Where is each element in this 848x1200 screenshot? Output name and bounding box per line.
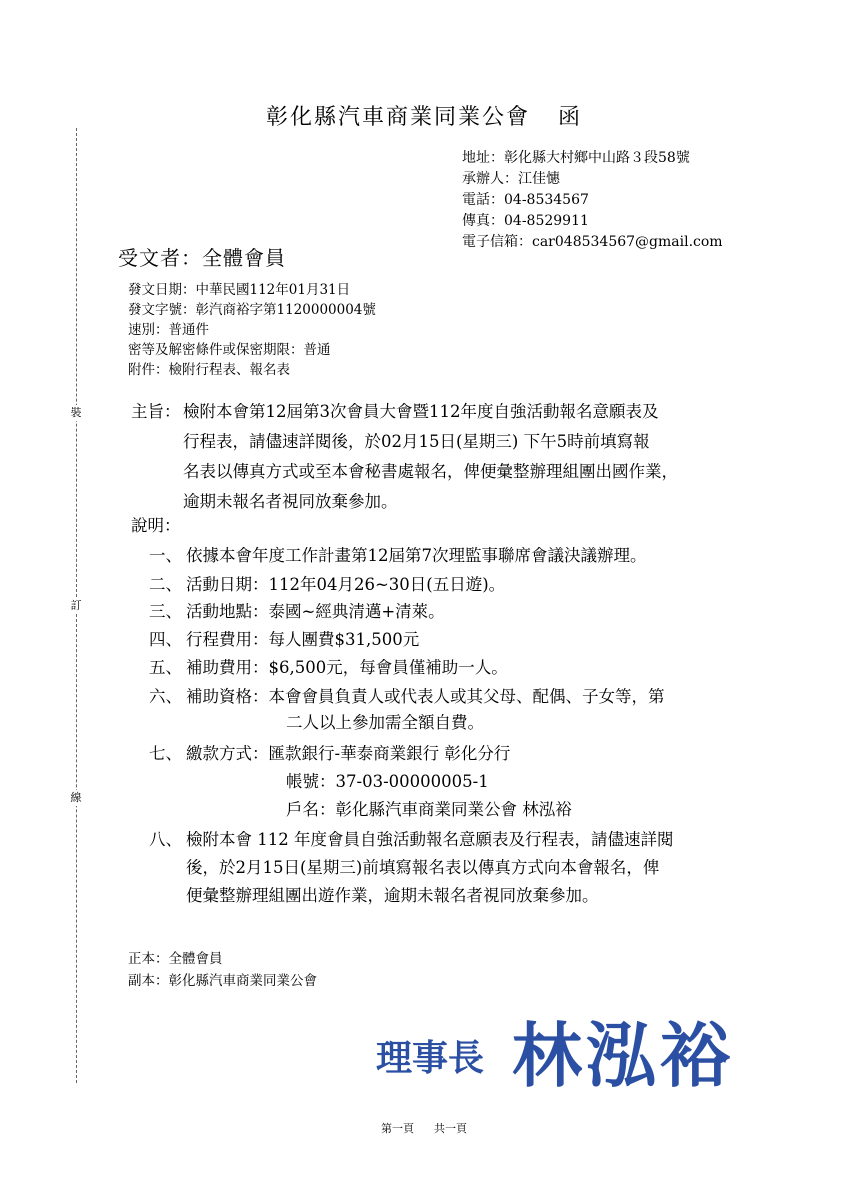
item-number: 二、 — [149, 575, 182, 594]
chairman-signature — [372, 1000, 772, 1100]
speed-class: 速別：普通件 — [128, 322, 209, 338]
item-text: 二人以上參加需全額自費。 — [286, 713, 484, 732]
item-number: 八、 — [149, 830, 182, 849]
item-number: 一、 — [149, 546, 182, 565]
item-text: 檢附本會 112 年度會員自強活動報名意願表及行程表，請儘速詳閱 — [186, 830, 674, 849]
contact-handler: 承辦人：江佳憓 — [462, 171, 560, 187]
issue-number: 發文字號：彰汽商裕字第1120000004號 — [128, 302, 376, 318]
signature-name: 林泓裕 — [512, 1014, 734, 1097]
signature-title: 理事長 — [376, 1037, 485, 1079]
item-text: 戶名：彰化縣汽車商業同業公會 林泓裕 — [286, 800, 572, 819]
binding-mark-ding: 訂 — [67, 598, 85, 614]
duplicate-copy: 副本：彰化縣汽車商業同業公會 — [128, 973, 317, 989]
contact-phone: 電話：04-8534567 — [462, 192, 589, 208]
org-title: 彰化縣汽車商業同業公會 — [265, 105, 530, 130]
item-number: 六、 — [149, 687, 182, 706]
document-title — [0, 100, 848, 131]
binding-mark-xian: 線 — [67, 790, 85, 806]
subject-line: 行程表，請儘速詳閱後，於02月15日(星期三) 下午5時前填寫報 — [183, 432, 650, 451]
page-total: 共一頁 — [434, 1122, 467, 1135]
original-copy: 正本：全體會員 — [128, 951, 223, 967]
recipient: 受文者：全體會員 — [118, 246, 286, 270]
item-text: 後，於2月15日(星期三)前填寫報名表以傳真方式向本會報名，俾 — [186, 858, 660, 877]
item-text: 帳號：37-03-00000005-1 — [286, 772, 489, 791]
subject-line: 名表以傳真方式或至本會秘書處報名，俾便彙整辦理組團出國作業， — [183, 462, 678, 481]
confidentiality: 密等及解密條件或保密期限：普通 — [128, 342, 331, 358]
contact-fax: 傳真：04-8529911 — [462, 213, 589, 229]
doc-type: 函 — [558, 105, 583, 130]
subject-line: 逾期未報名者視同放棄參加。 — [183, 492, 398, 511]
item-number: 三、 — [149, 602, 182, 621]
item-text: 補助資格：本會會員負責人或代表人或其父母、配偶、子女等，第 — [186, 687, 665, 706]
item-text: 補助費用：$6,500元，每會員僅補助一人。 — [186, 658, 508, 677]
item-number: 七、 — [149, 744, 182, 763]
item-text: 繳款方式：匯款銀行-華泰商業銀行 彰化分行 — [186, 744, 511, 763]
page-footer — [0, 1120, 848, 1136]
explanation-label: 說明： — [131, 516, 181, 535]
attachments: 附件：檢附行程表、報名表 — [128, 362, 290, 378]
item-text: 依據本會年度工作計畫第12屆第7次理監事聯席會議決議辦理。 — [186, 546, 647, 565]
signature-graphic — [372, 1000, 772, 1100]
item-text: 便彙整辦理組團出遊作業，逾期未報名者視同放棄參加。 — [186, 886, 599, 905]
item-number: 五、 — [149, 658, 182, 677]
binding-mark-zhuang: 裝 — [67, 405, 85, 421]
issue-date: 發文日期：中華民國112年01月31日 — [128, 282, 351, 298]
subject-label: 主旨： — [131, 402, 181, 421]
item-number: 四、 — [149, 630, 182, 649]
subject-line: 檢附本會第12屆第3次會員大會暨112年度自強活動報名意願表及 — [183, 402, 659, 421]
contact-email: 電子信箱：car048534567@gmail.com — [462, 234, 723, 250]
item-text: 活動日期：112年04月26~30日(五日遊)。 — [186, 575, 506, 594]
item-text: 行程費用：每人團費$31,500元 — [186, 630, 420, 649]
contact-address: 地址：彰化縣大村鄉中山路３段58號 — [462, 150, 690, 166]
page-number: 第一頁 — [381, 1122, 414, 1135]
item-text: 活動地點：泰國~經典清邁+清萊。 — [186, 602, 445, 621]
